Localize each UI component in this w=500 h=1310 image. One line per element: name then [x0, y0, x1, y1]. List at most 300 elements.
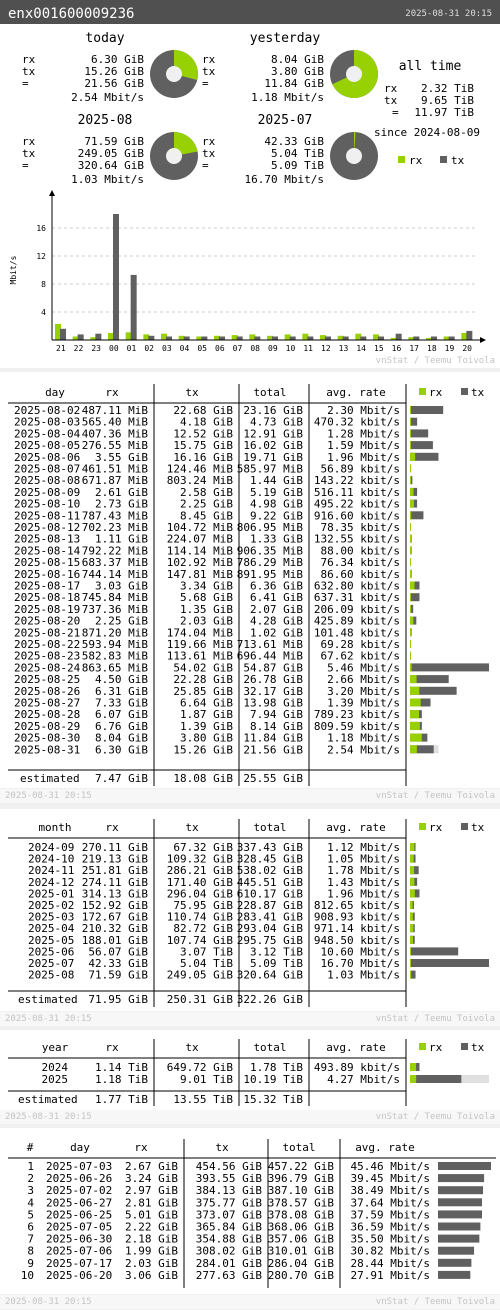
alltime-rx-label: rx — [384, 82, 398, 95]
daily-cell: 2025-08-23 — [14, 649, 81, 663]
today-rate-value: 2.54 Mbit/s — [71, 91, 144, 104]
daily-cell: 6.64 GiB — [180, 696, 233, 710]
monthly-header-3: total — [253, 821, 287, 834]
monthly-cell: 812.65 kbit/s — [313, 899, 400, 912]
monthly-cell: 2024-11 — [28, 864, 75, 878]
daily-cell: 15.75 GiB — [173, 439, 233, 453]
daily-estimated-rx: 7.47 GiB — [95, 772, 148, 785]
daily-footer-credit: vnStat / Teemu Toivola — [375, 791, 495, 801]
yesterday-eq-label: = — [202, 77, 209, 90]
monthly-header-4: avg. rate — [326, 821, 386, 834]
top-cell: 30.82 Mbit/s — [350, 1244, 430, 1258]
daily-cell: 4.28 GiB — [250, 614, 303, 628]
monthly-cell: 328.45 GiB — [236, 852, 303, 866]
top-bar — [438, 1259, 471, 1267]
daily-bar-rx — [410, 722, 420, 730]
summary-panel — [0, 0, 500, 368]
daily-bar-rx — [410, 546, 411, 554]
yesterday-total-value: 11.84 GiB — [264, 77, 324, 90]
daily-cell: 4.50 GiB — [95, 673, 148, 687]
daily-cell: 2.73 GiB — [95, 497, 148, 511]
monthly-cell: 109.32 GiB — [166, 852, 233, 866]
monthly-cell: 1.03 Mbit/s — [327, 968, 400, 982]
month_prev-title: 2025-07 — [257, 113, 313, 128]
daily-bar-rx — [410, 453, 415, 461]
monthly-cell: 5.09 TiB — [250, 957, 303, 970]
yearly-cell: 2025 — [41, 1073, 68, 1086]
hour-bar-tx — [78, 334, 84, 340]
hour-bar-tx — [307, 337, 313, 341]
monthly-cell: 2025-07 — [28, 957, 75, 970]
monthly-panel — [0, 809, 500, 1011]
daily-footer-timestamp: 2025-08-31 20:15 — [5, 791, 92, 801]
top-cell: 387.10 GiB — [267, 1184, 334, 1198]
month_cur-tx-label: tx — [22, 147, 36, 160]
top-header-4: total — [282, 1141, 316, 1154]
daily-header-4: avg. rate — [326, 386, 386, 399]
daily-bar-rx — [410, 582, 415, 590]
daily-cell: 2025-08-05 — [14, 439, 81, 453]
monthly-cell: 2025-06 — [28, 945, 75, 959]
x-tick-label: 17 — [409, 344, 419, 353]
top-cell: 365.84 GiB — [195, 1220, 262, 1234]
daily-cell: 3.03 GiB — [95, 579, 148, 593]
daily-header-0: day — [45, 386, 65, 399]
y-tick-label: 16 — [36, 224, 46, 233]
daily-legend-rx-label: rx — [429, 386, 443, 399]
top-cell: 277.63 GiB — [195, 1268, 262, 1282]
top-bar — [438, 1271, 470, 1279]
monthly-bar-rx — [410, 855, 414, 863]
top-cell: 368.06 GiB — [267, 1220, 334, 1234]
daily-cell: 2025-08-19 — [14, 602, 81, 616]
daily-legend-tx-swatch — [461, 388, 468, 395]
monthly-cell: 274.11 GiB — [81, 875, 148, 889]
monthly-cell: 10.60 Mbit/s — [320, 945, 400, 959]
daily-cell: 2025-08-03 — [14, 415, 81, 429]
top-cell: 37.64 Mbit/s — [350, 1196, 430, 1210]
monthly-cell: 293.04 GiB — [236, 922, 303, 936]
daily-cell: 565.40 MiB — [81, 415, 148, 429]
monthly-cell: 1.43 Mbit/s — [327, 875, 400, 889]
y-axis-label: Mbit/s — [9, 255, 18, 285]
monthly-bar-rx — [410, 843, 414, 851]
daily-cell: 744.14 MiB — [81, 567, 148, 581]
daily-cell: 713.61 MiB — [236, 638, 303, 651]
top-bar — [438, 1235, 479, 1243]
daily-cell: 67.62 kbit/s — [320, 649, 400, 663]
daily-cell: 124.46 MiB — [166, 462, 233, 476]
x-axis-arrow — [480, 337, 486, 343]
monthly-cell: 1.96 Mbit/s — [327, 887, 400, 901]
month_cur-rate-value: 1.03 Mbit/s — [71, 173, 144, 186]
daily-cell: 2025-08-16 — [14, 567, 81, 581]
today-rx-label: rx — [22, 53, 36, 66]
daily-cell: 6.31 GiB — [95, 684, 148, 698]
monthly-legend-rx-swatch — [419, 823, 426, 830]
legend-rx-label: rx — [409, 154, 423, 167]
top-cell: 2025-06-20 — [46, 1268, 113, 1282]
daily-cell: 6.41 GiB — [250, 591, 303, 605]
daily-cell: 495.22 kbit/s — [313, 497, 400, 511]
top-cell: 2.81 GiB — [125, 1196, 178, 1210]
daily-cell: 2025-08-17 — [14, 579, 81, 593]
daily-cell: 5.46 Mbit/s — [327, 661, 400, 675]
monthly-cell: 82.72 GiB — [173, 922, 233, 936]
top-cell: 378.08 GiB — [267, 1208, 334, 1222]
today-tx-value: 15.26 GiB — [84, 65, 144, 78]
daily-cell: 88.00 kbit/s — [320, 544, 400, 558]
yearly-cell: 10.19 TiB — [243, 1073, 303, 1086]
top-cell: 310.01 GiB — [267, 1244, 334, 1258]
yearly-estimated-total: 15.32 TiB — [243, 1093, 303, 1106]
yearly-footer-credit: vnStat / Teemu Toivola — [375, 1112, 495, 1122]
daily-cell: 1.87 GiB — [180, 708, 233, 722]
daily-bar-rx — [410, 418, 411, 426]
daily-cell: 11.84 GiB — [243, 731, 303, 745]
top-bar — [438, 1162, 491, 1170]
daily-header-2: tx — [185, 386, 199, 399]
today-rx-value: 6.30 GiB — [91, 53, 144, 66]
monthly-cell: 2025-05 — [28, 933, 75, 947]
daily-cell: 276.55 MiB — [81, 439, 148, 453]
daily-cell: 2025-08-25 — [14, 673, 81, 687]
top-footer — [0, 1295, 500, 1309]
yearly-cell: 1.14 TiB — [95, 1061, 148, 1074]
monthly-cell: 314.13 GiB — [81, 887, 148, 901]
top-footer-timestamp: 2025-08-31 20:15 — [5, 1297, 92, 1307]
top-bar — [438, 1186, 483, 1194]
yearly-estimated-label: estimated — [18, 1093, 78, 1106]
daily-cell: 1.28 Mbit/s — [327, 427, 400, 441]
daily-header-3: total — [253, 386, 287, 399]
daily-cell: 206.09 kbit/s — [313, 602, 400, 616]
monthly-cell: 210.32 GiB — [81, 922, 148, 936]
hour-bar-tx — [237, 337, 243, 341]
yearly-header-2: tx — [185, 1041, 199, 1054]
top-cell: 2025-07-03 — [46, 1160, 113, 1173]
yearly-estimated-tx: 13.55 TiB — [173, 1093, 233, 1106]
alltime-title: all time — [398, 59, 462, 74]
daily-table — [0, 372, 500, 788]
daily-legend-rx-swatch — [419, 388, 426, 395]
daily-bar-tx — [410, 593, 419, 601]
daily-cell: 22.68 GiB — [173, 404, 233, 417]
top-cell: 37.59 Mbit/s — [350, 1208, 430, 1222]
monthly-header-1: rx — [105, 821, 119, 834]
daily-cell: 1.18 Mbit/s — [327, 731, 400, 745]
daily-cell: 104.72 MiB — [166, 521, 233, 534]
daily-cell: 54.02 GiB — [173, 661, 233, 675]
daily-cell: 6.36 GiB — [250, 579, 303, 593]
x-tick-label: 16 — [391, 344, 402, 353]
daily-cell: 22.28 GiB — [173, 673, 233, 687]
monthly-bar-rx — [410, 971, 411, 979]
daily-bar-rx — [410, 558, 411, 566]
daily-cell: 4.98 GiB — [250, 497, 303, 511]
daily-cell: 23.16 GiB — [243, 404, 303, 417]
month_cur-tx-value: 249.05 GiB — [77, 147, 144, 160]
daily-cell: 2025-08-15 — [14, 556, 81, 570]
top-cell: 6 — [27, 1220, 34, 1234]
daily-cell: 147.81 MiB — [166, 567, 233, 581]
monthly-estimated-rx: 71.95 GiB — [88, 993, 148, 1006]
hour-bar-tx — [325, 337, 331, 341]
top-cell: 378.57 GiB — [267, 1196, 334, 1210]
daily-cell: 132.55 kbit/s — [313, 532, 400, 546]
top-cell: 7 — [27, 1232, 34, 1246]
month_cur-rx-value: 71.59 GiB — [84, 135, 144, 148]
monthly-cell: 337.43 GiB — [236, 841, 303, 854]
daily-cell: 5.68 GiB — [180, 591, 233, 605]
daily-bar-tx — [410, 406, 443, 414]
monthly-header-0: month — [38, 821, 72, 834]
alltime-rx-value: 2.32 TiB — [421, 82, 474, 95]
yearly-legend-rx-label: rx — [429, 1041, 443, 1054]
monthly-legend-rx-label: rx — [429, 821, 443, 834]
monthly-cell: 908.93 kbit/s — [313, 910, 400, 924]
month_cur-title: 2025-08 — [77, 113, 133, 128]
hour-bar-tx — [148, 336, 154, 340]
monthly-bar-rx — [410, 913, 413, 921]
hour-bar-tx — [201, 337, 207, 341]
top-cell: 5 — [27, 1208, 34, 1222]
daily-cell: 2025-08-12 — [14, 521, 81, 534]
daily-bar-rx — [410, 617, 413, 625]
daily-cell: 425.89 kbit/s — [313, 614, 400, 628]
monthly-cell: 152.92 GiB — [81, 899, 148, 912]
daily-bar-rx — [410, 535, 411, 543]
monthly-cell: 3.07 TiB — [180, 945, 233, 959]
top-cell: 373.07 GiB — [195, 1208, 262, 1222]
daily-cell: 8.45 GiB — [180, 509, 233, 523]
daily-cell: 8.14 GiB — [250, 719, 303, 733]
daily-cell: 119.66 MiB — [166, 638, 233, 651]
daily-footer — [0, 789, 500, 803]
daily-cell: 12.91 GiB — [243, 427, 303, 441]
today-title: today — [85, 31, 125, 46]
daily-bar-rx — [410, 675, 417, 683]
top-cell: 38.49 Mbit/s — [350, 1184, 430, 1198]
top-cell: 3.06 GiB — [125, 1268, 178, 1282]
top-cell: 3 — [27, 1184, 34, 1198]
monthly-header-2: tx — [185, 821, 199, 834]
hour-bar-tx — [396, 334, 402, 340]
x-tick-label: 07 — [232, 344, 243, 353]
monthly-cell: 172.67 GiB — [81, 910, 148, 924]
monthly-cell: 42.33 GiB — [88, 957, 148, 970]
month_prev-rx-label: rx — [202, 135, 216, 148]
y-axis-arrow — [49, 190, 55, 196]
daily-cell: 789.23 kbit/s — [313, 708, 400, 722]
daily-cell: 3.80 GiB — [180, 731, 233, 745]
hour-bar-tx — [219, 337, 225, 341]
hour-bar-tx — [449, 337, 455, 341]
monthly-cell: 283.41 GiB — [236, 910, 303, 924]
monthly-cell: 2024-12 — [28, 875, 75, 889]
top-bar — [438, 1174, 484, 1182]
daily-cell: 9.22 GiB — [250, 509, 303, 523]
yearly-estimated-rx: 1.77 TiB — [95, 1093, 148, 1106]
month_prev-tx-value: 5.04 TiB — [271, 147, 324, 160]
monthly-cell: 320.64 GiB — [236, 968, 303, 982]
daily-cell: 1.59 Mbit/s — [327, 439, 400, 453]
daily-cell: 792.22 MiB — [81, 544, 148, 558]
monthly-cell: 270.11 GiB — [81, 841, 148, 854]
daily-cell: 906.35 MiB — [236, 544, 303, 558]
yearly-legend-rx-swatch — [419, 1043, 426, 1050]
x-tick-label: 23 — [91, 344, 101, 353]
daily-cell: 1.44 GiB — [250, 474, 303, 488]
x-tick-label: 18 — [427, 344, 437, 353]
daily-cell: 2.07 GiB — [250, 602, 303, 616]
monthly-cell: 1.12 Mbit/s — [327, 841, 400, 854]
monthly-cell: 251.81 GiB — [81, 864, 148, 878]
daily-cell: 2.25 GiB — [95, 614, 148, 628]
hour-bar-tx — [413, 337, 419, 341]
yearly-cell: 9.01 TiB — [180, 1073, 233, 1086]
daily-bar-rx — [410, 640, 411, 648]
monthly-estimated-tx: 250.31 GiB — [166, 993, 233, 1006]
daily-cell: 2025-08-07 — [14, 462, 81, 476]
daily-bar-rx — [410, 465, 411, 473]
month_prev-total-value: 5.09 TiB — [271, 159, 324, 172]
monthly-cell: 249.05 GiB — [166, 968, 233, 982]
daily-cell: 2.30 Mbit/s — [327, 404, 400, 417]
header-timestamp: 2025-08-31 20:15 — [405, 9, 492, 19]
top-cell: 384.13 GiB — [195, 1184, 262, 1198]
monthly-estimated-label: estimated — [18, 993, 78, 1006]
monthly-cell: 1.05 Mbit/s — [327, 852, 400, 866]
monthly-bar-rx — [410, 889, 415, 897]
monthly-cell: 67.32 GiB — [173, 841, 233, 854]
monthly-cell: 75.95 GiB — [173, 899, 233, 912]
monthly-cell: 228.87 GiB — [236, 899, 303, 912]
daily-cell: 86.60 kbit/s — [320, 567, 400, 581]
monthly-cell: 445.51 GiB — [236, 875, 303, 889]
daily-cell: 1.39 Mbit/s — [327, 696, 400, 710]
top-cell: 286.04 GiB — [267, 1256, 334, 1270]
monthly-cell: 56.07 GiB — [88, 945, 148, 959]
daily-cell: 696.44 MiB — [236, 649, 303, 663]
top-cell: 27.91 Mbit/s — [350, 1268, 430, 1282]
top-panel — [0, 1128, 500, 1294]
hour-bar-tx — [290, 337, 296, 341]
monthly-cell: 171.40 GiB — [166, 875, 233, 889]
x-tick-label: 05 — [197, 344, 207, 353]
x-tick-label: 02 — [144, 344, 154, 353]
top-header-0: # — [26, 1141, 34, 1154]
top-cell: 2025-07-05 — [46, 1220, 113, 1234]
daily-cell: 1.11 GiB — [95, 532, 148, 546]
x-tick-label: 04 — [179, 344, 190, 353]
alltime-since: since 2024-08-09 — [374, 126, 480, 139]
daily-bar-rx — [410, 488, 414, 496]
yesterday-tx-label: tx — [202, 65, 216, 78]
daily-bar-rx — [410, 523, 411, 531]
x-tick-label: 10 — [285, 344, 296, 353]
daily-bar-rx — [410, 441, 411, 449]
monthly-cell: 2025-02 — [28, 899, 75, 912]
top-cell: 2025-06-30 — [46, 1232, 113, 1246]
top-cell: 396.79 GiB — [267, 1172, 334, 1186]
monthly-cell: 2025-08 — [28, 968, 75, 982]
yearly-cell: 4.27 Mbit/s — [327, 1073, 400, 1086]
daily-cell: 8.04 GiB — [95, 731, 148, 745]
daily-cell: 69.28 kbit/s — [320, 638, 400, 651]
daily-cell: 16.16 GiB — [173, 450, 233, 464]
top-cell: 2025-06-25 — [46, 1208, 113, 1222]
yesterday-title: yesterday — [249, 31, 321, 46]
daily-cell: 1.33 GiB — [250, 532, 303, 546]
top-cell: 1 — [27, 1160, 34, 1173]
month_prev-rx-value: 42.33 GiB — [264, 135, 324, 148]
daily-cell: 1.96 Mbit/s — [327, 450, 400, 464]
daily-cell: 1.39 GiB — [180, 719, 233, 733]
daily-cell: 2025-08-31 — [14, 743, 81, 757]
daily-cell: 2025-08-26 — [14, 684, 81, 698]
daily-cell: 2025-08-11 — [14, 509, 81, 523]
monthly-bar-tx — [410, 959, 489, 967]
daily-cell: 21.56 GiB — [243, 743, 303, 757]
top-cell: 36.59 Mbit/s — [350, 1220, 430, 1234]
month_prev-pie-hole — [346, 148, 362, 164]
top-cell: 9 — [27, 1256, 34, 1270]
x-tick-label: 14 — [356, 344, 366, 353]
yearly-bar-rx — [410, 1075, 416, 1083]
daily-cell: 78.35 kbit/s — [320, 521, 400, 534]
hour-bar-tx — [466, 331, 472, 340]
x-tick-label: 12 — [321, 344, 331, 353]
daily-cell: 585.97 MiB — [236, 462, 303, 476]
top-cell: 45.46 Mbit/s — [350, 1160, 430, 1173]
month_cur-eq-label: = — [22, 159, 29, 172]
daily-cell: 2025-08-21 — [14, 626, 81, 640]
daily-cell: 1.35 GiB — [180, 602, 233, 616]
daily-cell: 2025-08-27 — [14, 696, 81, 710]
yesterday-rate-value: 1.18 Mbit/s — [251, 91, 324, 104]
x-tick-label: 03 — [162, 344, 172, 353]
yearly-bar-rx — [410, 1063, 416, 1071]
month_prev-tx-label: tx — [202, 147, 216, 160]
hour-bar-tx — [166, 337, 172, 341]
daily-cell: 16.02 GiB — [243, 439, 303, 453]
top-cell: 284.01 GiB — [195, 1256, 262, 1270]
daily-bar-rx — [410, 500, 414, 508]
top-cell: 454.56 GiB — [195, 1160, 262, 1173]
monthly-cell: 16.70 Mbit/s — [320, 957, 400, 970]
hour-bar-tx — [378, 337, 384, 341]
monthly-cell: 2024-09 — [28, 841, 75, 854]
daily-cell: 12.52 GiB — [173, 427, 233, 441]
daily-cell: 407.36 MiB — [81, 427, 148, 441]
daily-cell: 461.51 MiB — [81, 462, 148, 476]
daily-cell: 786.29 MiB — [236, 556, 303, 570]
top-bar — [438, 1247, 474, 1255]
daily-bar-rx — [410, 605, 411, 613]
daily-cell: 56.89 kbit/s — [320, 462, 400, 476]
hour-bar-tx — [431, 337, 437, 341]
monthly-bar-rx — [410, 866, 414, 874]
top-cell: 2.03 GiB — [125, 1256, 178, 1270]
top-footer-credit: vnStat / Teemu Toivola — [375, 1297, 495, 1307]
top-header-2: rx — [134, 1141, 148, 1154]
top-cell: 2.22 GiB — [125, 1220, 178, 1234]
top-header-3: tx — [215, 1141, 229, 1154]
monthly-cell: 2025-03 — [28, 910, 75, 924]
daily-cell: 487.11 MiB — [81, 404, 148, 417]
daily-cell: 7.94 GiB — [250, 708, 303, 722]
